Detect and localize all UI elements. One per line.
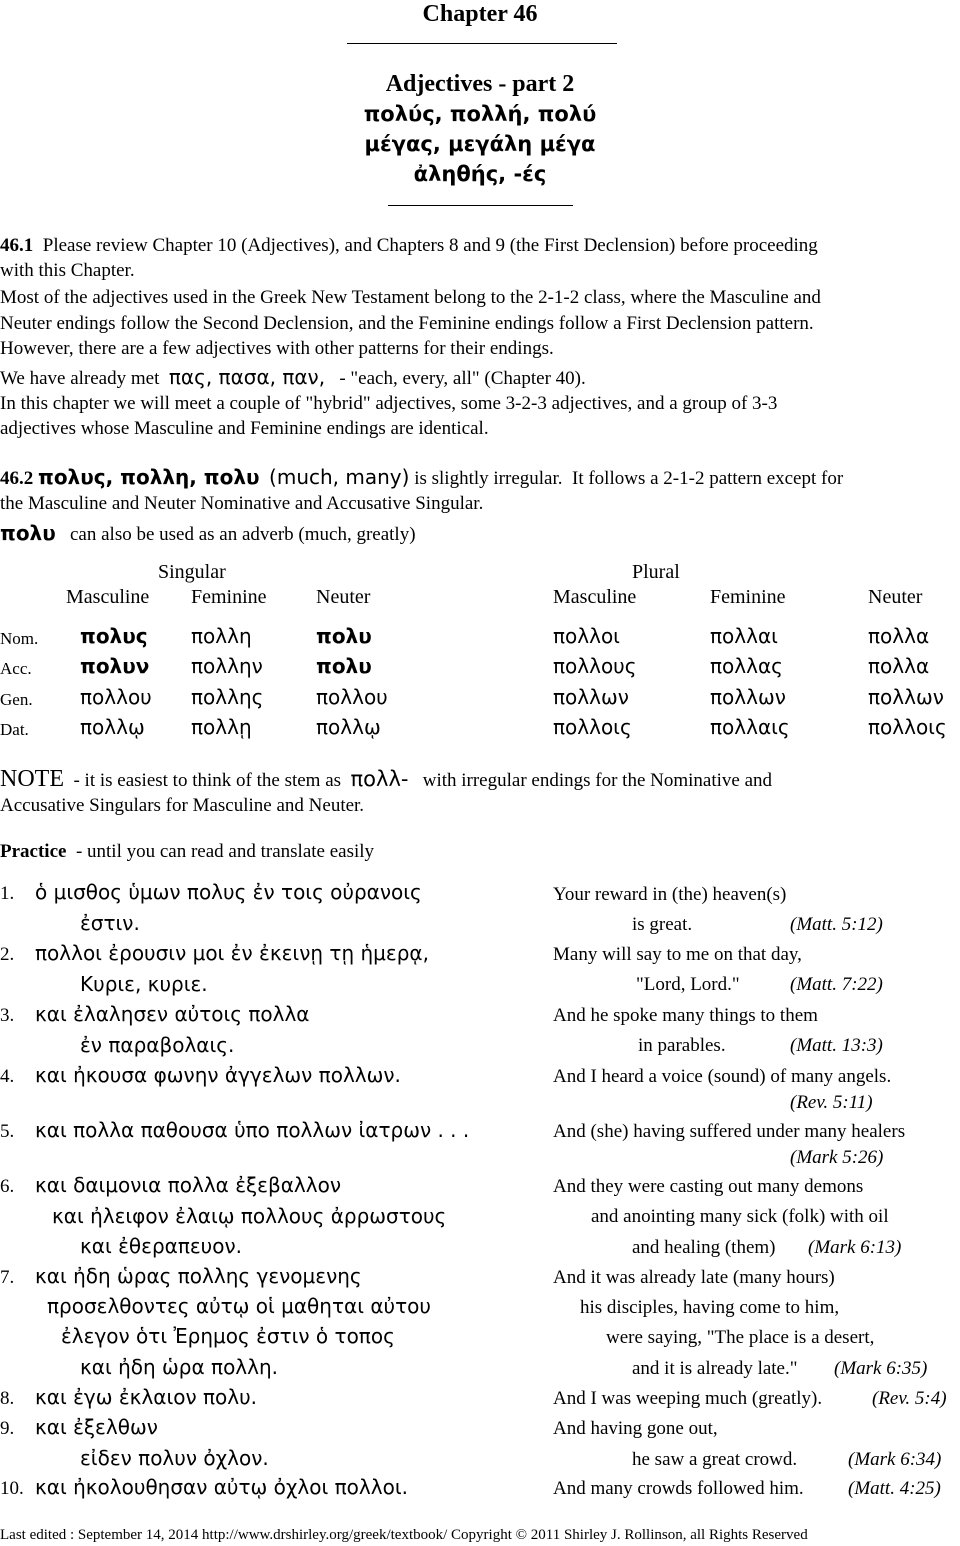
- table-cell: πολλου: [80, 685, 152, 709]
- title-form-2: μέγας, μεγάλη μέγα: [364, 132, 596, 156]
- greek-pas: πας, πασα, παν,: [168, 365, 326, 389]
- pattern-text: It follows a 2-1-2 pattern except for: [572, 468, 844, 489]
- col-header-masc-sg: Masculine: [66, 586, 150, 608]
- greek-line: και ἠδη ὡρας πολλης γενομενης: [35, 1264, 362, 1288]
- note-line-2: Accusative Singulars for Masculine and Neuter.: [0, 795, 365, 816]
- greek-line: ἐλεγον ὁτι Ἐρημος ἐστιν ὁ τοπος: [61, 1324, 395, 1348]
- table-cell: πολλη: [191, 624, 252, 648]
- title-form-1: πολύς, πολλή, πολύ: [363, 102, 597, 126]
- item-number: 2.: [0, 944, 15, 965]
- greek-polus-forms: πολυς, πολλη, πολυ: [38, 465, 260, 489]
- table-cell: πολλῳ: [316, 715, 381, 739]
- item-number: 7.: [0, 1267, 15, 1288]
- scripture-reference: (Mark 6:35): [834, 1358, 928, 1379]
- irregular-text: is slightly irregular.: [414, 468, 563, 489]
- table-cell: πολλῃ: [191, 715, 252, 739]
- greek-line: και ἐθεραπευον.: [80, 1234, 243, 1258]
- col-header-fem-sg: Feminine: [191, 586, 267, 608]
- greek-line: ὁ μισθος ὑμων πολυς ἐν τοις οὐρανοις: [35, 880, 422, 904]
- case-label: Acc.: [0, 659, 32, 678]
- translation-line: Your reward in (the) heaven(s): [553, 884, 787, 905]
- table-cell: πολλοι: [553, 624, 620, 648]
- translation-line: and anointing many sick (folk) with oil: [591, 1206, 889, 1227]
- table-cell: πολλων: [553, 685, 629, 709]
- col-header-fem-pl: Feminine: [710, 586, 786, 608]
- practice-heading: [0, 841, 374, 863]
- already-met-line: [0, 366, 586, 390]
- scripture-reference: (Matt. 4:25): [848, 1478, 941, 1499]
- table-cell: πολλα: [868, 624, 930, 648]
- scripture-reference: (Matt. 13:3): [790, 1035, 883, 1056]
- polus-gloss: (much, many): [269, 465, 410, 489]
- table-cell: πολλοις: [868, 715, 947, 739]
- note-text: - it is easiest to think of the stem as: [73, 770, 342, 791]
- translation-line: And (she) having suffered under many healers: [553, 1121, 906, 1142]
- table-cell: πολλα: [868, 654, 930, 678]
- item-number: 4.: [0, 1066, 15, 1087]
- table-cell: πολυ: [316, 624, 372, 648]
- translation-line: Many will say to me on that day,: [553, 944, 802, 965]
- practice-text: - until you can read and translate easily: [75, 841, 375, 862]
- translation-line: were saying, "The place is a desert,: [606, 1327, 875, 1348]
- translation-line: he saw a great crowd.: [632, 1449, 798, 1470]
- table-cell: πολλων: [868, 685, 944, 709]
- col-header-masc-pl: Masculine: [553, 586, 637, 608]
- greek-line: και ἐξελθων: [35, 1415, 158, 1439]
- note-line-1: [0, 768, 772, 792]
- item-number: 3.: [0, 1005, 15, 1026]
- table-cell: πολλας: [710, 654, 783, 678]
- translation-line: And I heard a voice (sound) of many angels.: [553, 1066, 892, 1087]
- note-label: NOTE: [0, 766, 64, 792]
- note-text-2: with irregular endings for the Nominative and: [422, 770, 773, 791]
- section-46-2-line-1: [0, 466, 843, 490]
- practice-label: Practice: [0, 841, 67, 862]
- table-cell: πολλαι: [710, 624, 778, 648]
- item-number: 1.: [0, 883, 15, 904]
- adverb-text: can also be used as an adverb (much, greatly): [69, 524, 416, 545]
- section-text: Please review Chapter 10 (Adjectives), and Chapters 8 and 9 (the First Declension) before proceeding: [42, 235, 818, 256]
- greek-line: ἐστιν.: [80, 911, 140, 935]
- translation-line: And having gone out,: [553, 1418, 718, 1439]
- translation-line: and healing (them): [632, 1237, 776, 1258]
- greek-line: και ἠκουσα φωνην ἀγγελων πολλων.: [35, 1063, 401, 1087]
- greek-line: και ἐλαλησεν αὐτοις πολλα: [35, 1002, 310, 1026]
- greek-line: και ἠκολουθησαν αὐτῳ ὀχλοι πολλοι.: [35, 1475, 408, 1499]
- greek-polu: πολυ: [0, 521, 56, 545]
- hybrid-line-2: adjectives whose Masculine and Feminine endings are identical.: [0, 418, 489, 439]
- table-cell: πολλοις: [553, 715, 632, 739]
- translation-line: and it is already late.": [632, 1358, 798, 1379]
- translation-line: And it was already late (many hours): [553, 1267, 835, 1288]
- table-cell: πολλους: [553, 654, 637, 678]
- greek-line: προσελθοντες αὐτῳ οἱ μαθηται αὐτου: [47, 1294, 431, 1318]
- greek-line: και ἠδη ὡρα πολλη.: [80, 1355, 279, 1379]
- scripture-reference: (Mark 6:13): [808, 1237, 902, 1258]
- scripture-reference: (Rev. 5:11): [790, 1092, 873, 1113]
- chapter-title: Chapter 46: [422, 1, 538, 27]
- translation-line: And many crowds followed him.: [553, 1478, 804, 1499]
- scripture-reference: (Matt. 7:22): [790, 974, 883, 995]
- item-number: 9.: [0, 1418, 15, 1439]
- case-label: Dat.: [0, 720, 29, 739]
- item-number: 10.: [0, 1478, 24, 1499]
- col-header-neut-sg: Neuter: [316, 586, 371, 608]
- translation-line: And he spoke many things to them: [553, 1005, 818, 1026]
- hybrid-line-1: In this chapter we will meet a couple of "hybrid" adjectives, some 3-2-3 adjectives, and a group of 3-3: [0, 393, 778, 414]
- section-number: 46.1: [0, 235, 34, 256]
- section-46-1-line-2: with this Chapter.: [0, 260, 135, 281]
- greek-line: και ἠλειφον ἐλαιῳ πολλους ἀρρωστους: [52, 1204, 447, 1228]
- item-number: 5.: [0, 1121, 15, 1142]
- translation-line: And they were casting out many demons: [553, 1176, 864, 1197]
- greek-line: και πολλα παθουσα ὑπο πολλων ἰατρων . . .: [35, 1118, 470, 1142]
- greek-line: ἐν παραβολαις.: [80, 1033, 235, 1057]
- table-cell: πολλην: [191, 654, 263, 678]
- case-label: Gen.: [0, 690, 33, 709]
- section-46-2-line-2: the Masculine and Neuter Nominative and Accusative Singular.: [0, 493, 484, 514]
- scripture-reference: (Rev. 5:4): [872, 1388, 947, 1409]
- already-met-text: We have already met: [0, 368, 160, 389]
- translation-line: "Lord, Lord.": [636, 974, 740, 995]
- col-header-neut-pl: Neuter: [868, 586, 923, 608]
- page-title: Adjectives - part 2: [385, 71, 575, 97]
- adverb-line: [0, 522, 416, 546]
- title-rule-top: [347, 43, 617, 44]
- case-label: Nom.: [0, 629, 39, 648]
- section-46-1-line-1: [0, 235, 818, 257]
- translation-line: And I was weeping much (greatly).: [553, 1388, 823, 1409]
- table-cell: πολυ: [316, 654, 372, 678]
- section-46-1-line-3: Most of the adjectives used in the Greek New Testament belong to the 2-1-2 class, where the Masculine and: [0, 287, 821, 308]
- greek-line: πολλοι ἐρουσιν μοι ἐν ἐκεινῃ τῃ ἡμερᾳ,: [35, 941, 429, 965]
- item-number: 8.: [0, 1388, 15, 1409]
- table-cell: πολλαις: [710, 715, 790, 739]
- scripture-reference: (Mark 5:26): [790, 1147, 884, 1168]
- plural-header: Plural: [632, 561, 680, 583]
- table-cell: πολυς: [80, 624, 148, 648]
- translation-line: his disciples, having come to him,: [580, 1297, 840, 1318]
- item-number: 6.: [0, 1176, 15, 1197]
- greek-line: και ἐγω ἐκλαιον πολυ.: [35, 1385, 258, 1409]
- singular-header: Singular: [158, 561, 226, 583]
- scripture-reference: (Matt. 5:12): [790, 914, 883, 935]
- translation-line: is great.: [632, 914, 693, 935]
- table-cell: πολυν: [80, 654, 150, 678]
- title-form-3: ἀληθής, -ές: [413, 162, 547, 186]
- section-46-1-line-5: However, there are a few adjectives with other patterns for their endings.: [0, 338, 554, 359]
- greek-line: εἰδεν πολυν ὀχλον.: [80, 1446, 269, 1470]
- translation-line: in parables.: [638, 1035, 726, 1056]
- table-cell: πολλῳ: [80, 715, 145, 739]
- table-cell: πολλης: [191, 685, 264, 709]
- table-cell: πολλου: [316, 685, 388, 709]
- section-46-1-line-4: Neuter endings follow the Second Declension, and the Feminine endings follow a First Declension pattern.: [0, 313, 814, 334]
- already-met-gloss: - "each, every, all" (Chapter 40).: [339, 368, 586, 389]
- table-cell: πολλων: [710, 685, 786, 709]
- title-rule-bottom: [388, 205, 573, 206]
- greek-line: Κυριε, κυριε.: [80, 972, 208, 996]
- footer: Last edited : September 14, 2014 http://www.drshirley.org/greek/textbook/ Copyright © 2011 Shirley J. Rollinson, all Rights Reserved: [0, 1527, 808, 1543]
- scripture-reference: (Mark 6:34): [848, 1449, 942, 1470]
- greek-stem: πολλ-: [350, 767, 409, 791]
- section-number: 46.2: [0, 468, 34, 489]
- greek-line: και δαιμονια πολλα ἐξεβαλλον: [35, 1173, 342, 1197]
